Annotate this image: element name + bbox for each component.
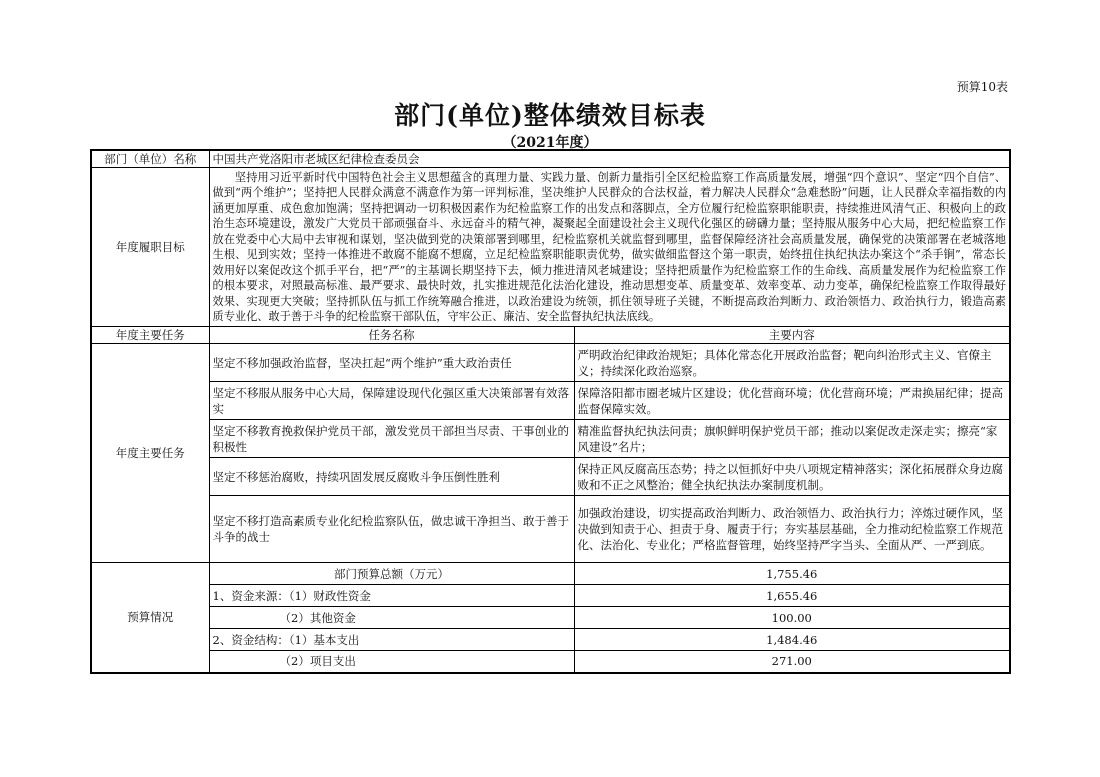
form-number: 预算10表: [956, 80, 1008, 94]
budget-other-row: [91, 607, 1010, 629]
task-group-label: 年度主要任务: [91, 344, 209, 563]
budget-other-value: 100.00: [574, 607, 1010, 629]
dept-name-label: 部门（单位）名称: [91, 150, 209, 168]
budget-basic-value: 1,484.46: [574, 629, 1010, 651]
goal-label: 年度履职目标: [91, 168, 209, 327]
task-section-label: 年度主要任务: [91, 327, 209, 344]
budget-project-label: （2）项目支出: [209, 651, 574, 673]
budget-basic-row: [91, 629, 1010, 651]
task-header-row: [91, 327, 1010, 344]
task-row: [91, 382, 1010, 420]
budget-total-row: [91, 563, 1010, 585]
task-name-header: 任务名称: [209, 327, 574, 344]
task-name: 坚定不移打造高素质专业化纪检监察队伍，做忠诚干净担当、敢于善于斗争的战士: [209, 496, 574, 563]
goal-text: 坚持用习近平新时代中国特色社会主义思想蕴含的真理力量、实践力量、创新力量指引全区纪检监察工作高质量发展，增强“四个意识”、坚定“四个自信”、做到“两个维护”；坚持把人民群众满意不满意作为第一评判标准，坚决维护人民群众的合法权益，着力解决人民群众“急难愁盼”问题，让人民群众幸福指数的内涵更加厚重、成色愈加饱满；坚持把调动一切积极因素作为纪检监察工作的出发点和落脚点，全方位履行纪检监察职能职责，持续推进风清气正、积极向上的政治生态环境建设，激发广大党员干部顽强奋斗、永远奋斗的精气神，凝聚起全面建设社会主义现代化强区的磅礴力量；坚持服从服务中心大局，把纪检监察工作放在党委中心大局中去审视和谋划，坚决做到党的决策部署到哪里，纪检监察机关就监督到哪里，监督保障经济社会高质量发展，确保党的决策部署在老城落地生根、见到实效；坚持一体推进不敢腐不能腐不想腐，立足纪检监察职能职责优势，做实做细监督这个第一职责，始终扭住执纪执法办案这个“杀手锏”，常态长效用好以案促改这个抓手平台，把“严”的主基调长期坚持下去，倾力推进清风老城建设；坚持把质量作为纪检监察工作的生命线、高质量发展作为纪检监察工作的根本要求，对照最高标准、最严要求、最快时效，扎实推进规范化法治化建设，推动思想变革、质量变革、效率变革、动力变革，确保纪检监察工作取得最好效果、实现更大突破；坚持抓队伍与抓工作统筹融合推进，以政治建设为统领，抓住领导班子关键，不断提高政治判断力、政治领悟力、政治执行力，锻造高素质专业化、敢于善于斗争的纪检监察干部队伍，守牢公正、廉洁、安全监督执纪执法底线。: [212, 170, 1006, 323]
budget-other-label: （2）其他资金: [209, 607, 574, 629]
goal-cell: [209, 168, 1010, 327]
task-content: 严明政治纪律政治规矩；具体化常态化开展政治监督；靶向纠治形式主义、官僚主义；持续深化政治巡察。: [574, 344, 1010, 382]
budget-fiscal-label: 1、资金来源：（1）财政性资金: [209, 585, 574, 607]
task-row: [91, 344, 1010, 382]
dept-name-value: 中国共产党洛阳市老城区纪律检查委员会: [209, 150, 1010, 168]
budget-label: 预算情况: [91, 563, 209, 673]
task-name: 坚定不移服从服务中心大局，保障建设现代化强区重大决策部署有效落实: [209, 382, 574, 420]
budget-fiscal-row: [91, 585, 1010, 607]
dept-name-row: [91, 150, 1010, 168]
task-content: 保持正风反腐高压态势；持之以恒抓好中央八项规定精神落实；深化拓展群众身边腐败和不正之风整治；健全执纪执法办案制度机制。: [574, 458, 1010, 496]
budget-basic-label: 2、资金结构：（1）基本支出: [209, 629, 574, 651]
task-content: 精准监督执纪执法问责；旗帜鲜明保护党员干部；推动以案促改走深走实；擦亮“家风建设”名片；: [574, 420, 1010, 458]
document-title: 部门(单位)整体绩效目标表: [394, 101, 706, 130]
task-name: 坚定不移惩治腐败，持续巩固发展反腐败斗争压倒性胜利: [209, 458, 574, 496]
performance-goal-table: [90, 149, 1011, 674]
task-content: 加强政治建设，切实提高政治判断力、政治领悟力、政治执行力；淬炼过硬作风，坚决做到知责于心、担责于身、履责于行；夯实基层基础，全力推动纪检监察工作规范化、法治化、专业化；严格监督管理，始终坚持严字当头、全面从严、一严到底。: [574, 496, 1010, 563]
budget-total-value: 1,755.46: [574, 563, 1010, 585]
task-row: [91, 420, 1010, 458]
task-content-header: 主要内容: [574, 327, 1010, 344]
budget-project-value: 271.00: [574, 651, 1010, 673]
task-content: 保障洛阳都市圈老城片区建设；优化营商环境；优化营商环境；严肃换届纪律；提高监督保障实效。: [574, 382, 1010, 420]
task-row: [91, 496, 1010, 563]
budget-fiscal-value: 1,655.46: [574, 585, 1010, 607]
task-name: 坚定不移教育挽救保护党员干部，激发党员干部担当尽责、干事创业的积极性: [209, 420, 574, 458]
goal-row: [91, 168, 1010, 327]
task-name: 坚定不移加强政治监督，坚决扛起“两个维护”重大政治责任: [209, 344, 574, 382]
budget-project-row: [91, 651, 1010, 673]
budget-total-label: 部门预算总额（万元）: [209, 563, 574, 585]
fiscal-year: （2021年度）: [502, 135, 598, 151]
task-row: [91, 458, 1010, 496]
